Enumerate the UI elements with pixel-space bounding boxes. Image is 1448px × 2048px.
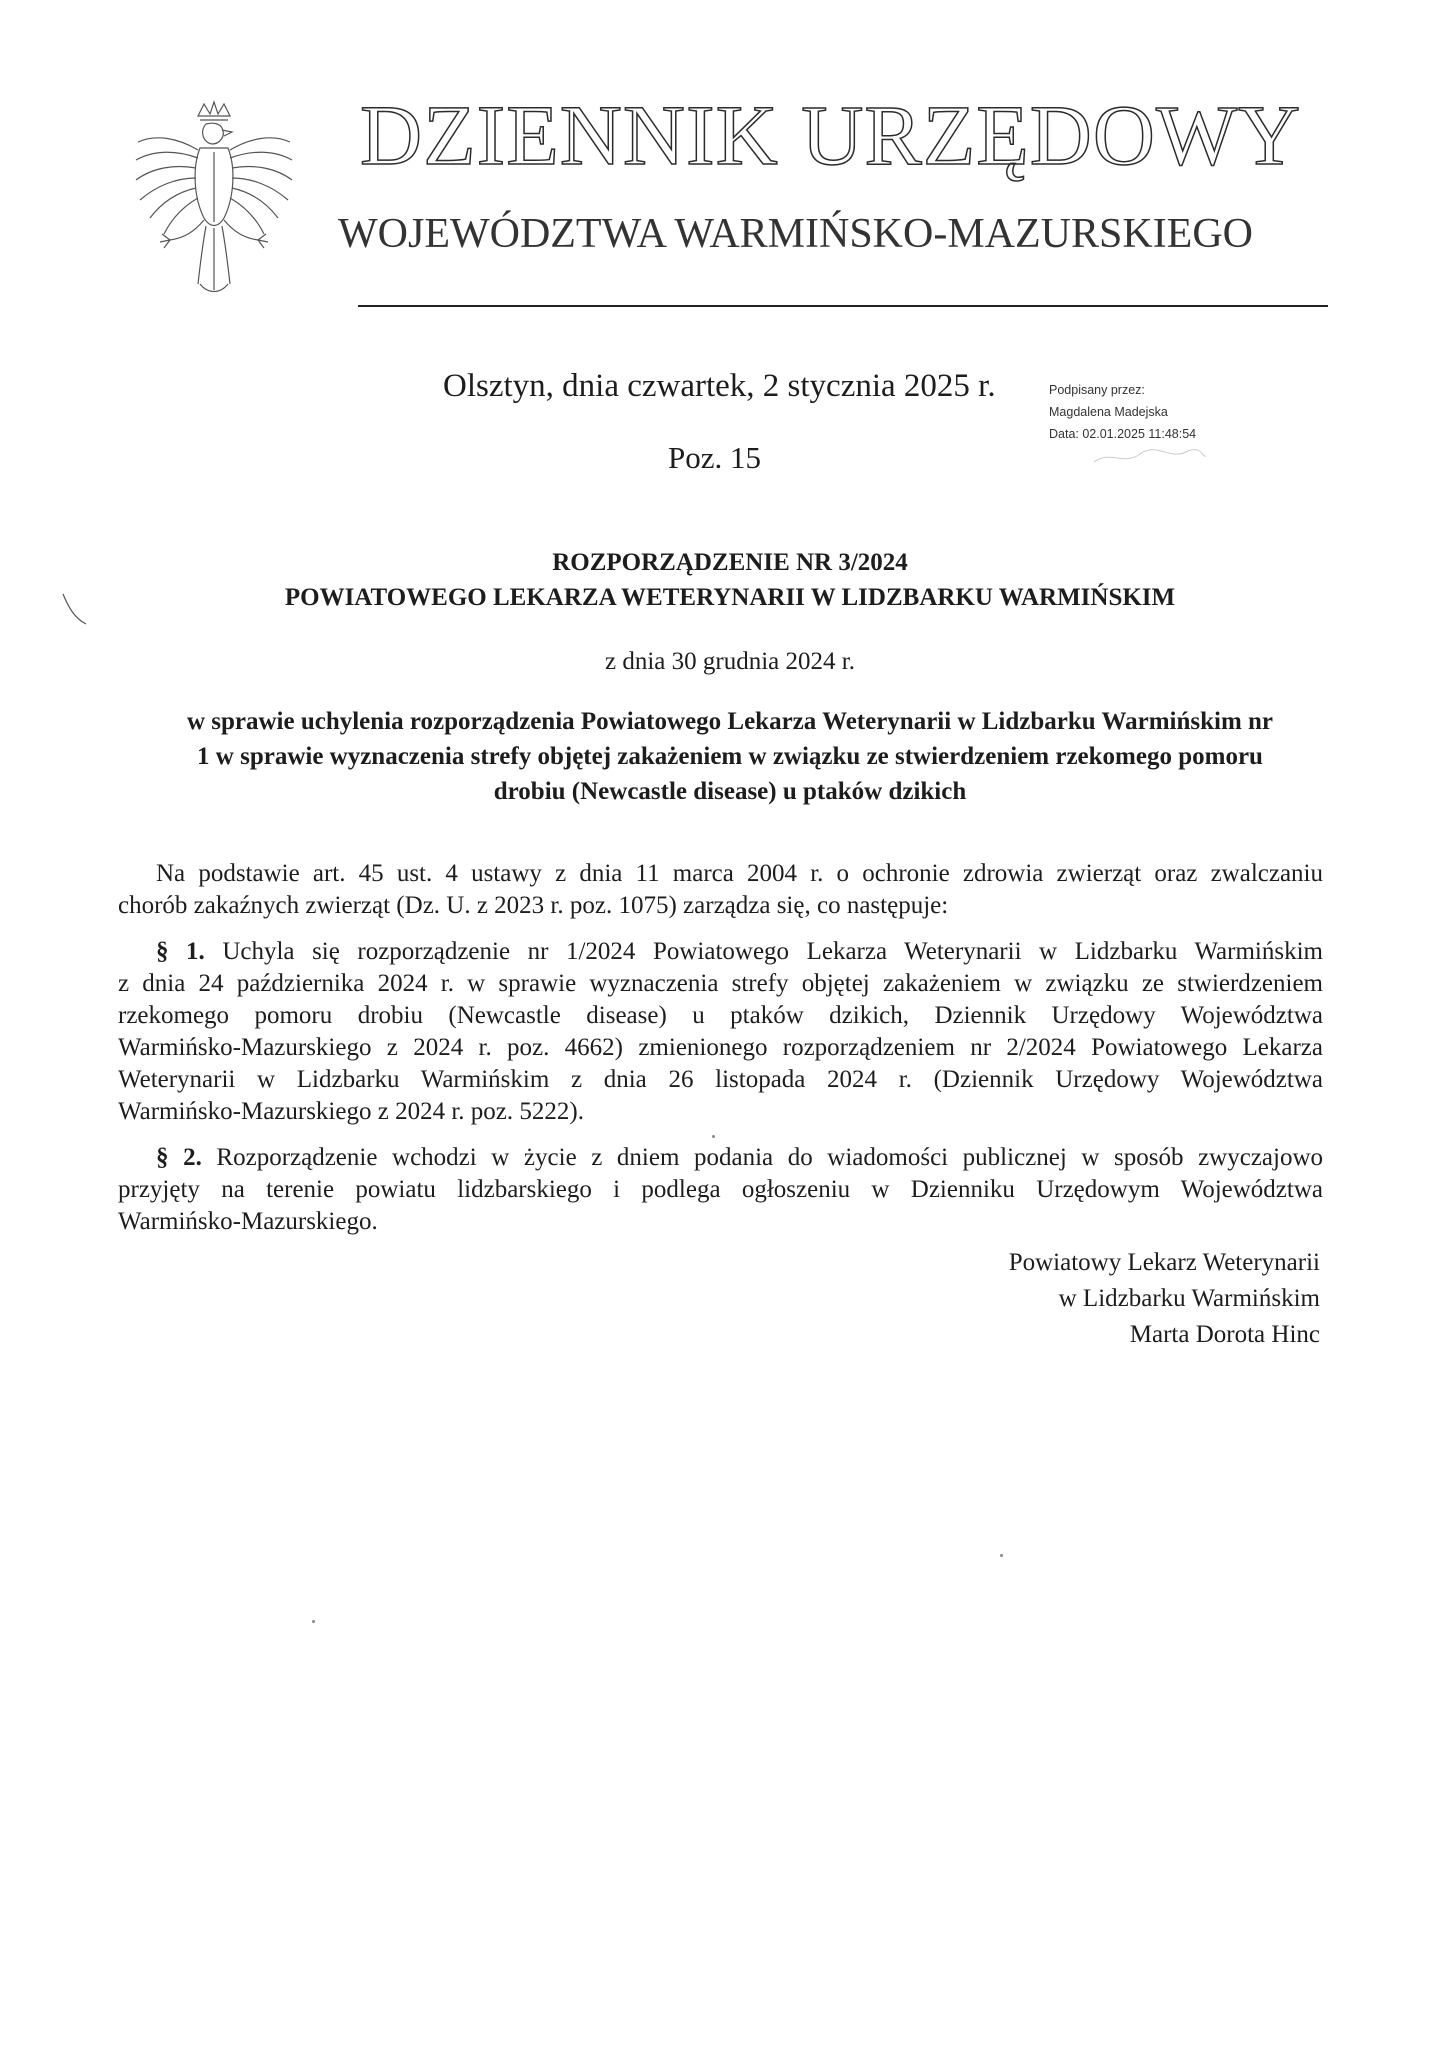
position-number: Poz. 15 [668,440,761,475]
paragraph-line: przyjęty na terenie powiatu lidzbarskiego i podlega ogłoszeniu w Dzienniku Urzędowym Województwa [118,1176,1323,1203]
signer-block [900,1245,1320,1353]
paragraph-line: z dnia 24 października 2024 r. w sprawie wyznaczenia strefy objętej zakażeniem w związku ze stwierdzeniem [118,970,1323,997]
paragraph-text: Rozporządzenie wchodzi w życie z dniem podania do wiadomości publicznej w sposób zwyczajowo [201,1144,1324,1171]
digital-signature-stamp [1049,379,1196,445]
section-2-paragraph [118,1142,1323,1238]
subject-line: w sprawie uchylenia rozporządzenia Powiatowego Lekarza Weterynarii w Lidzbarku Warmińskim nr [186,708,1274,735]
scan-speck [712,1135,715,1138]
journal-title: DZIENNIK URZĘDOWY [360,87,1302,183]
eagle-emblem-icon [128,98,300,308]
regulation-issuer-heading: POWIATOWEGO LEKARZA WETERYNARII W LIDZBARKU WARMIŃSKIM [284,584,1176,611]
paragraph-line: Warmińsko-Mazurskiego z 2024 r. poz. 4662) zmienionego rozporządzeniem nr 2/2024 Powiatowego Lekarza [118,1034,1323,1061]
signer-office: w Lidzbarku Warmińskim [1058,1285,1320,1312]
paragraph-line: Warmińsko-Mazurskiego. [118,1208,378,1235]
regulation-subject [130,704,1330,809]
subject-line: drobiu (Newcastle disease) u ptaków dzikich [493,778,967,805]
paragraph-line: Na podstawie art. 45 ust. 4 ustawy z dnia 11 marca 2004 r. o ochronie zdrowia zwierząt oraz zwalczaniu [156,860,1323,887]
paragraph-text: Uchyla się rozporządzenie nr 1/2024 Powiatowego Lekarza Weterynarii w Lidzbarku Warmińskim [204,938,1323,965]
signer-name: Marta Dorota Hinc [1129,1321,1320,1348]
paragraph-line: Warmińsko-Mazurskiego z 2024 r. poz. 5222). [118,1098,584,1125]
place-and-date: Olsztyn, dnia czwartek, 2 stycznia 2025 r. [443,368,996,404]
signature-signer: Magdalena Madejska [1049,405,1168,419]
paragraph-line [118,936,1323,968]
scan-speck [1000,1554,1003,1557]
section-1-paragraph [118,936,1323,1128]
scan-speck [312,1620,315,1623]
signature-scribble-icon [1090,440,1210,470]
paragraph-line: chorób zakaźnych zwierząt (Dz. U. z 2023 r. poz. 1075) zarządza się, co następuje: [118,892,949,919]
margin-tick-mark-icon [60,592,90,628]
preamble-paragraph [118,858,1323,922]
subject-line: 1 w sprawie wyznaczenia strefy objętej zakażeniem w związku ze stwierdzeniem rzekomego pomoru [197,743,1263,770]
header-divider [358,305,1328,307]
section-marker: § 2. [156,1144,202,1171]
paragraph-line: Weterynarii w Lidzbarku Warmińskim z dnia 26 listopada 2024 r. (Dziennik Urzędowy Województwa [118,1066,1323,1093]
signature-date: Data: 02.01.2025 11:48:54 [1049,427,1197,441]
journal-subtitle: WOJEWÓDZTWA WARMIŃSKO-MAZURSKIEGO [338,211,1253,257]
signer-title: Powiatowy Lekarz Weterynarii [1008,1249,1320,1276]
signature-label: Podpisany przez: [1049,383,1145,397]
regulation-number-heading: ROZPORZĄDZENIE NR 3/2024 [552,549,908,576]
regulation-date: z dnia 30 grudnia 2024 r. [605,648,855,675]
paragraph-line [118,1142,1323,1174]
section-marker: § 1. [156,938,205,965]
paragraph-line: rzekomego pomoru drobiu (Newcastle disease) u ptaków dzikich, Dziennik Urzędowy Województwa [118,1002,1323,1029]
